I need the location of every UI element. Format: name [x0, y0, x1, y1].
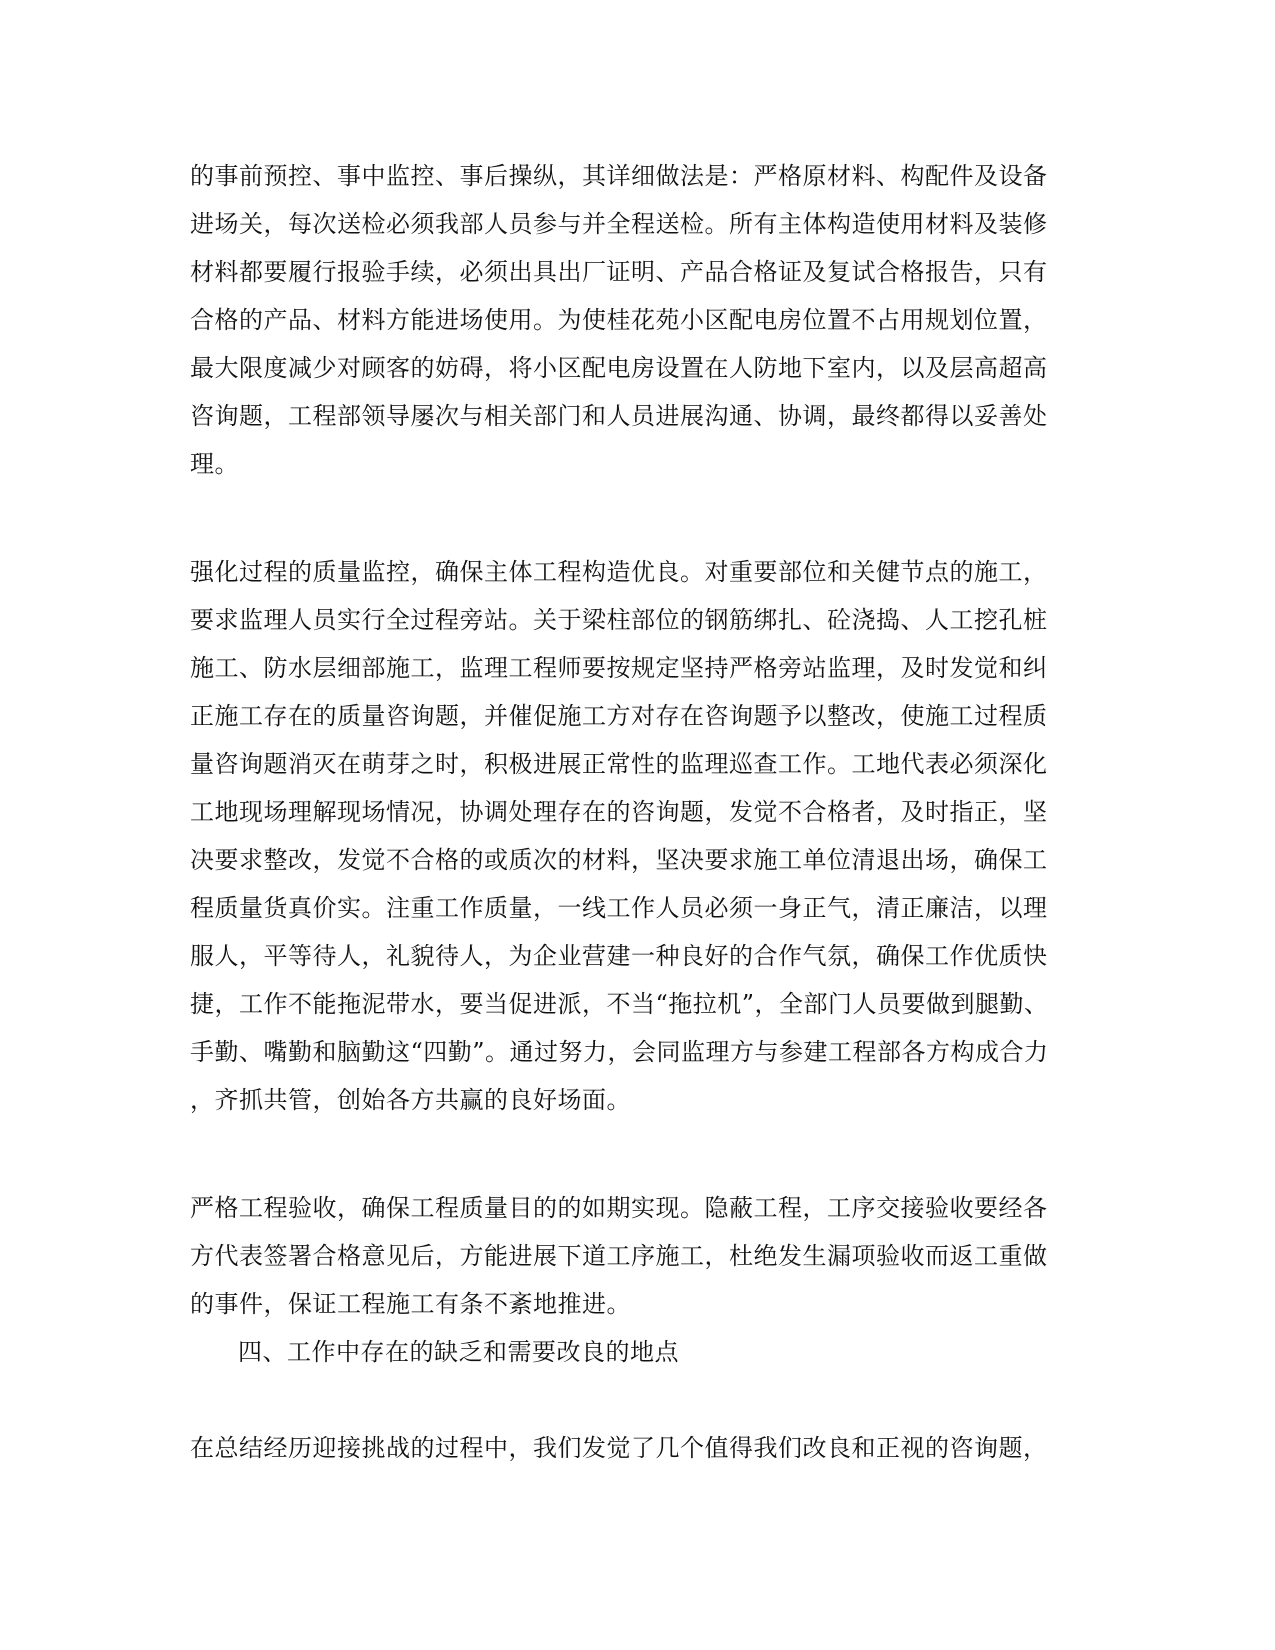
text-line: 工地现场理解现场情况，协调处理存在的咨询题，发觉不合格者，及时指正，坚	[190, 798, 1048, 826]
text-line: 咨询题，工程部领导屡次与相关部门和人员进展沟通、协调，最终都得以妥善处	[190, 402, 1048, 430]
text-line: 捷，工作不能拖泥带水，要当促进派，不当“拖拉机”，全部门人员要做到腿勤、	[190, 990, 1049, 1018]
paragraph-acceptance-inspection	[190, 1184, 1060, 1328]
text-line: 理。	[190, 450, 239, 478]
text-line: 严格工程验收，确保工程质量目的的如期实现。隐蔽工程，工序交接验收要经各	[190, 1194, 1048, 1222]
section-heading-text: 四、工作中存在的缺乏和需要改良的地点	[238, 1338, 679, 1366]
text-line: ，齐抓共管，创始各方共赢的良好场面。	[190, 1086, 631, 1114]
text-line: 施工、防水层细部施工，监理工程师要按规定坚持严格旁站监理，及时发觉和纠	[190, 654, 1048, 682]
text-line: 正施工存在的质量咨询题，并催促施工方对存在咨询题予以整改，使施工过程质	[190, 702, 1048, 730]
paragraph-quality-control-methods	[190, 152, 1060, 488]
text-line: 量咨询题消灭在萌芽之时，积极进展正常性的监理巡查工作。工地代表必须深化	[190, 750, 1048, 778]
paragraph-process-monitoring	[190, 548, 1060, 1124]
text-line: 服人，平等待人，礼貌待人，为企业营建一种良好的合作气氛，确保工作优质快	[190, 942, 1048, 970]
text-line: 要求监理人员实行全过程旁站。关于梁柱部位的钢筋绑扎、砼浇捣、人工挖孔桩	[190, 606, 1048, 634]
text-line: 决要求整改，发觉不合格的或质次的材料，坚决要求施工单位清退出场，确保工	[190, 846, 1048, 874]
text-line: 进场关，每次送检必须我部人员参与并全程送检。所有主体构造使用材料及装修	[190, 210, 1048, 238]
text-line: 手勤、嘴勤和脑勤这“四勤”。通过努力，会同监理方与参建工程部各方构成合力	[190, 1038, 1049, 1066]
text-line: 材料都要履行报验手续，必须出具出厂证明、产品合格证及复试合格报告，只有	[190, 258, 1048, 286]
text-line: 的事前预控、事中监控、事后操纵，其详细做法是：严格原材料、构配件及设备	[190, 162, 1048, 190]
text-line: 在总结经历迎接挑战的过程中，我们发觉了几个值得我们改良和正视的咨询题，	[190, 1434, 1048, 1462]
text-line: 程质量货真价实。注重工作质量，一线工作人员必须一身正气，清正廉洁，以理	[190, 894, 1048, 922]
text-line: 最大限度减少对顾客的妨碍，将小区配电房设置在人防地下室内，以及层高超高	[190, 354, 1048, 382]
text-line: 方代表签署合格意见后，方能进展下道工序施工，杜绝发生漏项验收而返工重做	[190, 1242, 1048, 1270]
text-line: 强化过程的质量监控，确保主体工程构造优良。对重要部位和关健节点的施工，	[190, 558, 1048, 586]
section-heading-4	[238, 1328, 1060, 1376]
text-line: 的事件，保证工程施工有条不紊地推进。	[190, 1290, 631, 1318]
paragraph-shortcomings-intro	[190, 1424, 1060, 1472]
text-line: 合格的产品、材料方能进场使用。为使桂花苑小区配电房位置不占用规划位置，	[190, 306, 1048, 334]
